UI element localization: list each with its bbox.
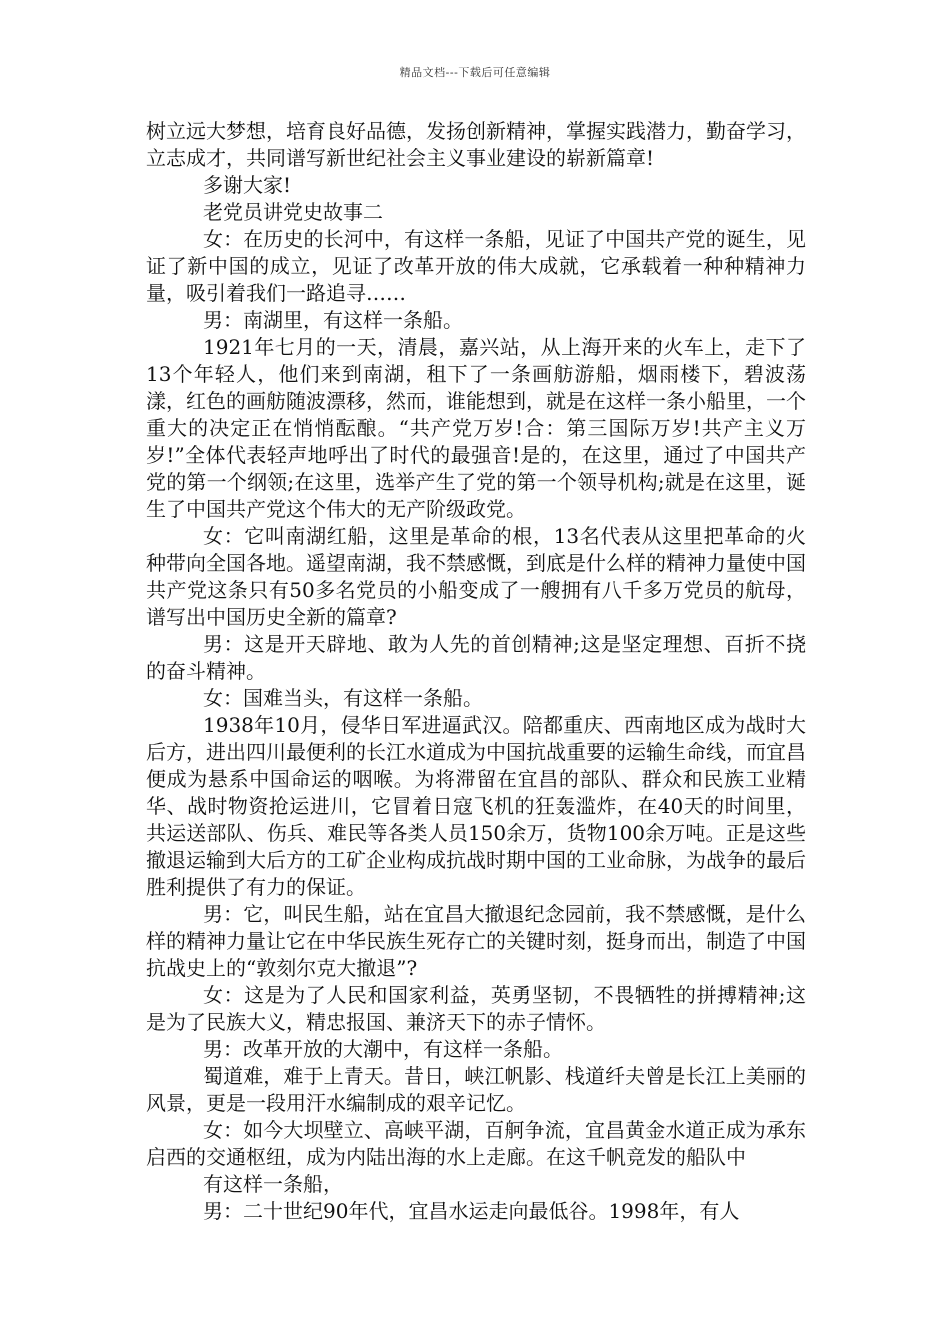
paragraph: 女：如今大坝壁立、高峡平湖，百舸争流，宜昌黄金水道正成为承东启西的交通枢纽，成为内陆出海的水上走廊。在这千帆竞发的船队中 — [146, 1118, 806, 1169]
paragraph: 有这样一条船， — [203, 1172, 343, 1196]
paragraph: 树立远大梦想，培育良好品德，发扬创新精神，掌握实践潜力，勤奋学习，立志成才，共同谱写新世纪社会主义事业建设的崭新篇章! — [146, 119, 806, 170]
paragraph: 多谢大家! — [203, 173, 292, 197]
paragraph: 男：这是开天辟地、敢为人先的首创精神;这是坚定理想、百折不挠的奋斗精神。 — [146, 632, 806, 683]
paragraph: 老党员讲党史故事二 — [203, 200, 383, 224]
document-body — [146, 118, 806, 1225]
paragraph: 男：它，叫民生船，站在宜昌大撤退纪念园前，我不禁感慨，是什么样的精神力量让它在中华民族生死存亡的关键时刻，挺身而出，制造了中国抗战史上的“敦刻尔克大撤退”? — [146, 902, 806, 980]
paragraph: 女：它叫南湖红船，这里是革命的根，13名代表从这里把革命的火种带向全国各地。遥望南湖，我不禁感慨，到底是什么样的精神力量使中国共产党这条只有50多名党员的小船变成了一艘拥有八千多万党员的航母，谱写出中国历史全新的篇章? — [146, 524, 806, 629]
paragraph: 男：改革开放的大潮中，有这样一条船。 — [203, 1037, 563, 1061]
page-header: 精品文档---下载后可任意编辑 — [399, 66, 551, 79]
paragraph: 女：在历史的长河中，有这样一条船，见证了中国共产党的诞生，见证了新中国的成立，见证了改革开放的伟大成就，它承载着一种种精神力量，吸引着我们一路追寻…… — [146, 227, 806, 305]
paragraph: 1921年七月的一天，清晨，嘉兴站，从上海开来的火车上，走下了13个年轻人，他们来到南湖，租下了一条画舫游船，烟雨楼下，碧波荡漾，红色的画舫随波漂移，然而，谁能想到，就是在这样一条小船里，一个重大的决定正在悄悄酝酿。“共产党万岁!合：第三国际万岁!共产主义万岁!”全体代表轻声地呼出了时代的最强音!是的，在这里，通过了中国共产党的第一个纲领;在这里，选举产生了党的第一个领导机构;就是在这里，诞生了中国共产党这个伟大的无产阶级政党。 — [146, 335, 806, 521]
paragraph: 1938年10月，侵华日军进逼武汉。陪都重庆、西南地区成为战时大后方，进出四川最便利的长江水道成为中国抗战重要的运输生命线，而宜昌便成为悬系中国命运的咽喉。为将滞留在宜昌的部队、群众和民族工业精华、战时物资抢运进川，它冒着日寇飞机的狂轰滥炸，在40天的时间里，共运送部队、伤兵、难民等各类人员150余万，货物100余万吨。正是这些撤退运输到大后方的工矿企业构成抗战时期中国的工业命脉，为战争的最后胜利提供了有力的保证。 — [146, 713, 806, 899]
paragraph: 女：这是为了人民和国家利益，英勇坚韧，不畏牺牲的拼搏精神;这是为了民族大义，精忠报国、兼济天下的赤子情怀。 — [146, 983, 806, 1034]
paragraph: 男：南湖里，有这样一条船。 — [203, 308, 463, 332]
paragraph: 女：国难当头，有这样一条船。 — [203, 686, 483, 710]
paragraph: 蜀道难，难于上青天。昔日，峡江帆影、栈道纤夫曾是长江上美丽的风景，更是一段用汗水编制成的艰辛记忆。 — [146, 1064, 806, 1115]
paragraph: 男：二十世纪90年代，宜昌水运走向最低谷。1998年，有人 — [203, 1199, 740, 1223]
